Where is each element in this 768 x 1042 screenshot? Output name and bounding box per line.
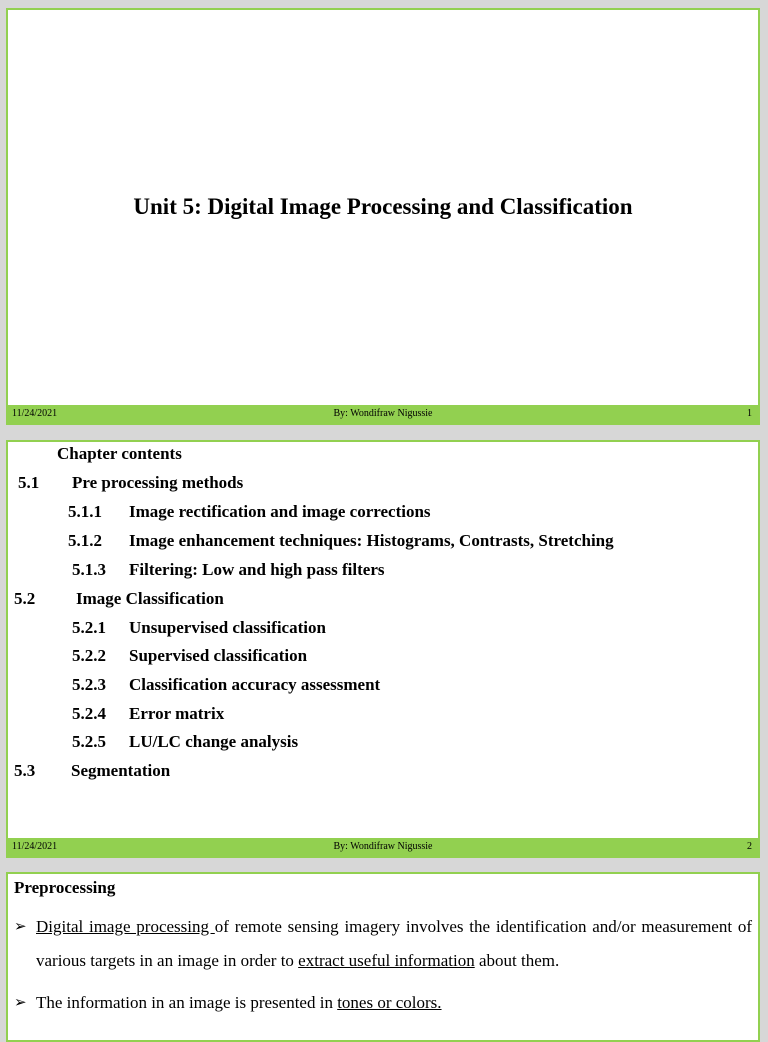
slide-footer — [8, 405, 758, 423]
toc-text: Filtering: Low and high pass filters — [129, 560, 385, 579]
arrow-bullet-icon: ➢ — [14, 995, 27, 1011]
contents-heading: Chapter contents — [57, 444, 182, 463]
toc-text: Supervised classification — [129, 646, 308, 665]
bullet-text-segment: of remote sensing imagery involves the identification and/or measurement of various targets in an image in order to — [36, 917, 752, 970]
slide-2 — [6, 440, 760, 858]
underlined-term: tones or colors. — [337, 993, 442, 1012]
toc-text: Classification accuracy assessment — [129, 675, 381, 694]
toc-number: 5.1.1 — [68, 502, 102, 521]
toc-text: Image rectification and image corrections — [129, 502, 431, 521]
toc-number: 5.3 — [14, 761, 36, 780]
toc-text: LU/LC change analysis — [129, 732, 299, 751]
underlined-term: Digital image processing — [36, 917, 215, 936]
toc-number: 5.2.2 — [72, 646, 106, 665]
toc-text: Segmentation — [71, 761, 171, 780]
toc-number: 5.1.3 — [72, 560, 106, 579]
section-heading: Preprocessing — [14, 878, 116, 897]
bullet-item — [14, 986, 752, 1020]
arrow-bullet-icon: ➢ — [14, 919, 27, 935]
footer-page-number: 2 — [747, 841, 752, 852]
footer-date: 11/24/2021 — [12, 841, 58, 852]
toc-number: 5.2 — [14, 589, 36, 608]
bullet-text-segment: about them. — [474, 951, 560, 970]
toc-number: 5.2.1 — [72, 618, 106, 637]
toc-text: Image Classification — [76, 589, 224, 608]
bullet-text — [36, 986, 752, 1020]
footer-author: By: Wondifraw Nigussie — [333, 408, 433, 419]
toc-number: 5.2.5 — [72, 732, 106, 751]
slide-footer — [8, 838, 758, 856]
slide-1 — [6, 8, 760, 425]
toc-text: Error matrix — [129, 704, 225, 723]
bullet-item — [14, 910, 752, 978]
footer-author: By: Wondifraw Nigussie — [333, 841, 433, 852]
toc-text: Image enhancement techniques: Histograms, Contrasts, Stretching — [129, 531, 614, 550]
toc-number: 5.2.4 — [72, 704, 106, 723]
bullet-text — [36, 910, 752, 978]
toc-number: 5.1.2 — [68, 531, 102, 550]
slide-3 — [6, 872, 760, 1042]
footer-date: 11/24/2021 — [12, 408, 58, 419]
toc-text: Pre processing methods — [72, 473, 244, 492]
toc-number: 5.1 — [18, 473, 40, 492]
footer-page-number: 1 — [747, 408, 752, 419]
slide-title: Unit 5: Digital Image Processing and Classification — [133, 194, 633, 219]
bullet-text-segment: The information in an image is presented in — [36, 993, 338, 1012]
toc-text: Unsupervised classification — [129, 618, 326, 637]
underlined-term: extract useful information — [298, 951, 475, 970]
toc-number: 5.2.3 — [72, 675, 106, 694]
